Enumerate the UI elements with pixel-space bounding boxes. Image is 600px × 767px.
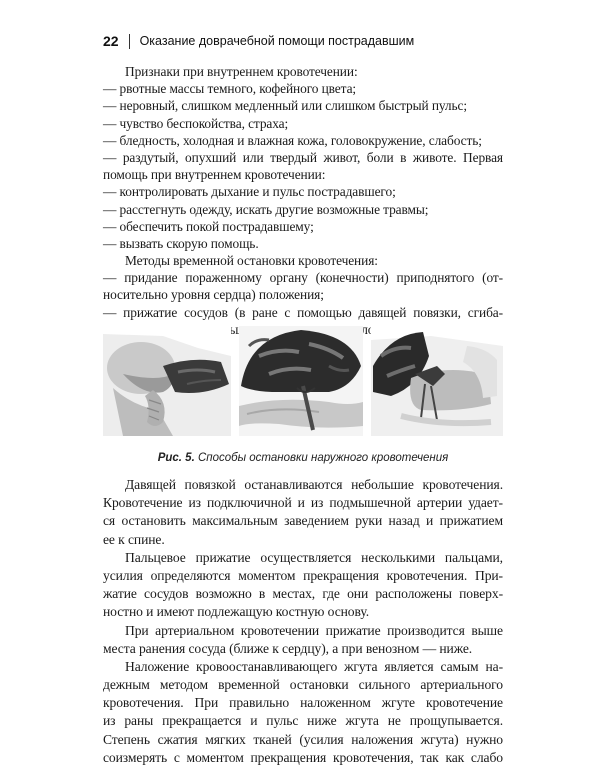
figure-5 — [103, 326, 503, 436]
text-line: дежным методом временной остановки сильного артериального — [103, 677, 503, 693]
text-line: — чувство беспокойства, страха; — [103, 115, 289, 131]
text-line: Кровотечение из подключичной и из подмышечной артерии удает- — [103, 495, 503, 511]
text-line: кровотечения. При правильно наложенном жгуте кровотечение — [103, 695, 503, 711]
text-line: Давящей повязкой останавливаются небольшие кровотечения. — [125, 477, 503, 492]
text-line: носительно уровня сердца) положения; — [103, 287, 324, 303]
text-line: При артериальном кровотечении прижатие производится выше — [125, 622, 503, 638]
text-line: — бледность, холодная и влажная кожа, головокружение, слабость; — [103, 132, 482, 148]
text-line: помощь при внутреннем кровотечении: — [103, 167, 326, 183]
figure-caption-text: Способы остановки наружного кровотечения — [194, 452, 449, 464]
text-line: жатие сосудов возможно в местах, где они расположены поверх- — [103, 586, 503, 602]
text-line: ся остановить максимальным заведением руки назад и прижатием — [103, 513, 503, 529]
tourniquet-hand-photo — [371, 326, 503, 436]
text-line: — прижатие сосудов (в ране с помощью давящей повязки, сгиба- — [103, 304, 503, 320]
text-line: Степень сжатия мягких тканей (усилия наложения жгута) нужно — [103, 731, 503, 747]
text-line: Методы временной остановки кровотечения: — [125, 253, 378, 269]
text-line: — неровный, слишком медленный или слишком быстрый пульс; — [103, 98, 467, 114]
text-line: ее к спине. — [103, 531, 165, 547]
text-line: — раздутый, опухший или твердый живот, боли в животе. Первая — [103, 149, 503, 165]
text-line: — контролировать дыхание и пульс пострадавшего; — [103, 184, 396, 200]
text-line: — обеспечить покой пострадавшему; — [103, 218, 314, 234]
text-line: места ранения сосуда (ближе к сердцу), а при венозном — ниже. — [103, 640, 473, 656]
text-line: Пальцевое прижатие осуществляется несколькими пальцами, — [125, 549, 503, 565]
external-bleeding-text — [103, 476, 503, 767]
running-title: Оказание доврачебной помощи пострадавшим — [139, 34, 415, 48]
text-line: — рвотные массы темного, кофейного цвета; — [103, 81, 357, 97]
text-line: — расстегнуть одежду, искать другие возможные травмы; — [103, 201, 429, 217]
neck-compression-photo — [103, 326, 231, 436]
figure-caption-label: Рис. 5. — [157, 452, 195, 464]
running-header — [103, 32, 540, 50]
internal-bleeding-text — [103, 63, 503, 355]
tourniquet-arm-photo — [239, 326, 363, 436]
text-line: соизмерять с моментом прекращения кровотечения, так как слабо — [103, 749, 503, 765]
text-line: — придание пораженному органу (конечности) приподнятого (от- — [103, 270, 503, 286]
figure-caption — [103, 452, 503, 464]
text-line: Наложение кровоостанавливающего жгута является самым на- — [125, 658, 503, 674]
text-line: ностно и имеют подлежащую костную основу. — [103, 604, 369, 620]
text-line: Признаки при внутреннем кровотечении: — [125, 64, 358, 79]
text-line: усилия определяются моментом прекращения кровотечения. При- — [103, 567, 503, 583]
text-line: — вызвать скорую помощь. — [103, 235, 259, 251]
header-divider — [129, 34, 130, 49]
page-number: 22 — [103, 33, 119, 49]
text-line: из раны прекращается и пульс ниже жгута не прощупывается. — [103, 713, 503, 729]
